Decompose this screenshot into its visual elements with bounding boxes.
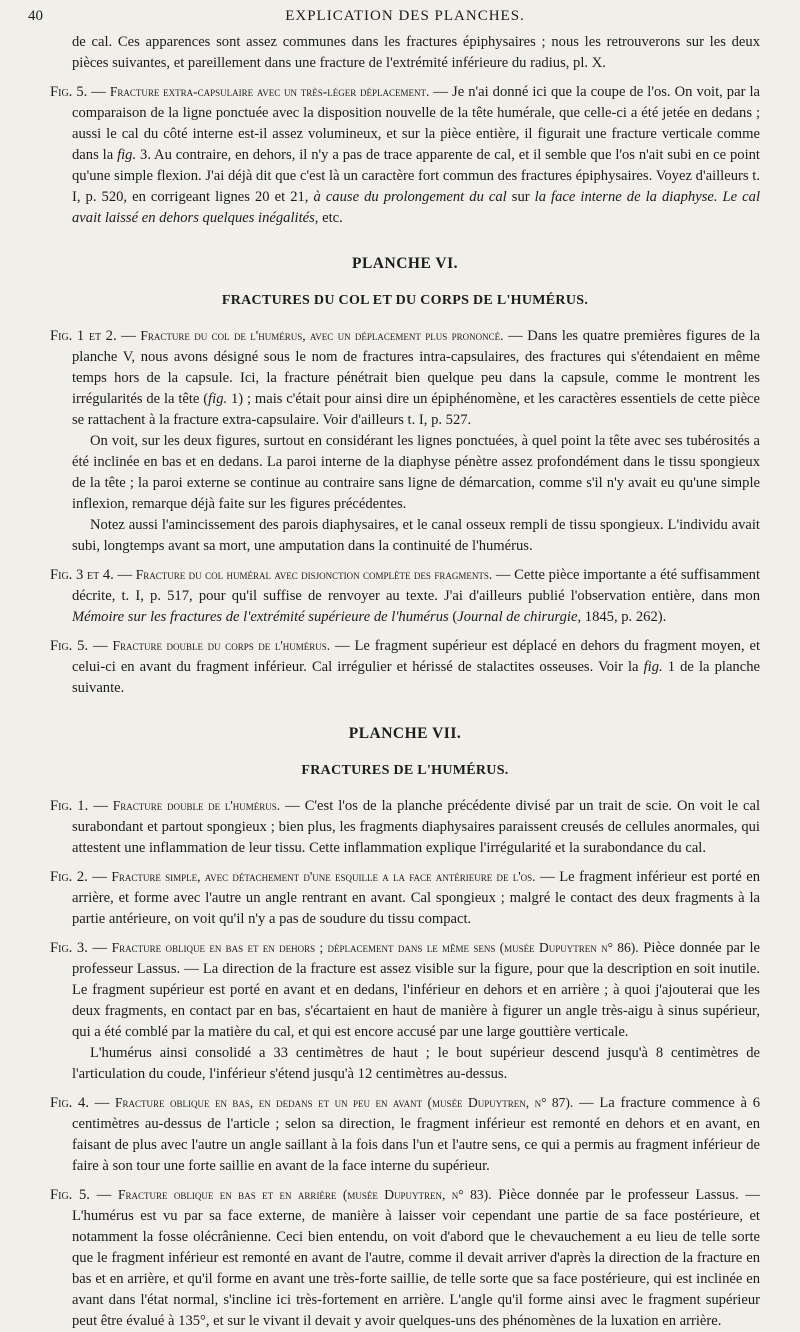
fig-text: , 1845, p. 262).: [577, 609, 667, 625]
plate6-fig12-entry: Fig. 1 et 2. — Fracture du col de l'humérus, avec un déplacement plus prononcé. — Dans les quatre premières figures de la planche V, nous avons désigné sous le nom de fractures intra-capsulaires, des fractures qui s'étendaient en même temps hors de la capsule. Ici, la fracture pénétrait bien quelque peu dans la capsule, comme le montrent les irrégularités de la tête (fig. 1) ; mais c'était pour ainsi dire un épiphénomène, et les caractères essentiels de cette pièce se rattachent à la fracture extra-capsulaire. Voir d'ailleurs t. I, p. 527.: [50, 328, 760, 428]
fig-title: Fracture double de l'humérus.: [112, 798, 281, 813]
plate7-fig1-entry: Fig. 1. — Fracture double de l'humérus. — C'est l'os de la planche précédente divisé par un trait de scie. On voit le cal surabondant et partout spongieux ; bien plus, les fragments diaphysaires paraissent creusés de cellules anormales, qui attestent une inflammation de leur tissu. Cette inflammation explique l'irrégularité et la surabondance du cal.: [50, 798, 761, 856]
fig-text: C'est l'os de la planche précédente divisé par un trait de scie. On voit le cal surabondant et partout spongieux ; bien plus, les fragments diaphysaires paraissent creusés de cellules anormales, qui attestent une inflammation de leur tissu. Cette inflammation explique l'irrégularité et la surabondance du cal.: [72, 798, 761, 856]
fig-text: Je n'ai donné ici que la coupe de l'os. On voit, par la comparaison de la ligne ponctuée avec la disposition nouvelle de la tête humérale, que celle-ci a été jetée en dedans ; aussi le cal du côté interne est-il assez volumineux, et sur la pièce entière, il figurait une fracture verticale comme dans la: [72, 84, 760, 163]
fig-ref: fig.: [208, 391, 228, 407]
fig-title: Fracture oblique en bas, en dedans et un peu en avant (musée Dupuytren, n° 87).: [115, 1095, 574, 1110]
page-number: 40: [28, 8, 43, 24]
fig-text: Pièce donnée par le professeur Lassus. — La direction de la fracture est assez visible sur la figure, pour que la description en soit inutile. Le fragment supérieur est porté en avant et en dedans, l'inférieur en dehors et en arrière ; à quoi j'ajouterai que les deux fragments, en contact par en bas, s'écartaient en haut de manière à figurer un angle très-aigu à sinus supérieur, qui a été comblé par la matière du cal, et qui est encore accusé par une large gouttière verticale.: [72, 940, 761, 1040]
fig-label: Fig. 1 et 2.: [50, 328, 117, 344]
fig-text: 1) ; mais c'était pour ainsi dire un épiphénomène, et les caractères essentiels de cette pièce se rattachent à la fracture extra-capsulaire. Voir d'ailleurs t. I, p. 527.: [72, 391, 760, 428]
plate7-fig3-para2: L'humérus ainsi consolidé a 33 centimètres de haut ; le bout supérieur descend jusqu'à 8 centimètres de l'articulation du coude, l'inférieur s'étend jusqu'à 12 centimètres au-dessus.: [72, 1045, 760, 1082]
fig-italic: la face interne de la diaphyse. Le cal avait laissé en dehors quelques inégalités,: [72, 189, 760, 226]
fig-text: etc.: [322, 210, 343, 226]
fig-italic: Journal de chirurgie: [457, 609, 578, 625]
fig-label: Fig. 5.: [50, 638, 89, 654]
fig-label: Fig. 3.: [50, 940, 88, 956]
fig-text: 3. Au contraire, en dehors, il n'y a pas de trace apparente de cal, et il semble que l'os n'ait subi en ce point qu'une simple flexion. J'ai déjà dit que c'est là un caractère fort commun des fractures épiphysaires. Voyez d'ailleurs t. I, p. 520, en corrigeant lignes 20 et 21,: [72, 147, 760, 205]
plate7-fig3-entry: Fig. 3. — Fracture oblique en bas et en dehors ; déplacement dans le même sens (musée Dupuytren n° 86). Pièce donnée par le professeur Lassus. — La direction de la fracture est assez visible sur la figure, pour que la description en soit inutile. Le fragment supérieur est porté en avant et en dedans, l'inférieur en dehors et en arrière ; à quoi j'ajouterai que les deux fragments, en contact par en bas, s'écartaient en haut de manière à figurer un angle très-aigu à sinus supérieur, qui a été comblé par la matière du cal, et qui est encore accusé par une large gouttière verticale.: [50, 940, 761, 1040]
plate7-subheading: FRACTURES DE L'HUMÉRUS.: [301, 763, 509, 778]
fig5-prev-entry: Fig. 5. — Fracture extra-capsulaire avec un très-léger déplacement. — Je n'ai donné ici que la coupe de l'os. On voit, par la comparaison de la ligne ponctuée avec la disposition nouvelle de la tête humérale, que celle-ci a été jetée en dedans ; aussi le cal du côté interne est-il assez volumineux, et sur la pièce entière, il figurait une fracture verticale comme dans la fig. 3. Au contraire, en dehors, il n'y a pas de trace apparente de cal, et il semble que l'os n'ait subi en ce point qu'une simple flexion. J'ai déjà dit que c'est là un caractère fort commun des fractures épiphysaires. Voyez d'ailleurs t. I, p. 520, en corrigeant lignes 20 et 21, à cause du prolongement du cal sur la face interne de la diaphyse. Le cal avait laissé en dehors quelques inégalités, etc.: [50, 84, 760, 226]
fig-text: sur: [511, 189, 530, 205]
fig-text: Pièce donnée par le professeur Lassus. — L'humérus est vu par sa face externe, de manière à laisser voir cependant une partie de sa face postérieure, et notamment la fosse olécrânienne. Ceci bien entendu, on voit d'abord que le chevauchement a eu lieu de telle sorte que le fragment inférieur est remonté en avant de l'autre, comme il devait arriver d'après la direction de la fracture en bas et en arrière, et qu'il forme en avant une très-forte saillie, de telle sorte que sa face postérieure, qui est inclinée en avant dans l'état normal, s'incline ici très-fortement en arrière. L'angle qu'il forme ainsi avec le fragment supérieur peut être évalué à 135°, et sur le vivant il devait y avoir quelques-uns des phénomènes de la luxation en arrière.: [72, 1187, 761, 1329]
fig-ref: fig.: [117, 147, 137, 163]
fig-title: Fracture du col de l'humérus, avec un déplacement plus prononcé.: [140, 328, 504, 343]
fig-italic: Mémoire sur les fractures de l'extrémité supérieure de l'humérus: [72, 609, 449, 625]
plate6-fig12-para3: Notez aussi l'amincissement des parois diaphysaires, et le canal osseux rempli de tissu spongieux. L'individu avait subi, longtemps avant sa mort, une amputation dans la continuité de l'humérus.: [72, 517, 760, 554]
plate7-heading: PLANCHE VII.: [348, 725, 462, 742]
plate6-fig34-entry: Fig. 3 et 4. — Fracture du col huméral avec disjonction complète des fragments. — Cette pièce importante a été suffisamment décrite, t. I, p. 517, pour qu'il suffise de renvoyer au texte. J'ai d'ailleurs publié l'observation entière, dans mon Mémoire sur les fractures de l'extrémité supérieure de l'humérus (Journal de chirurgie, 1845, p. 262).: [50, 567, 761, 625]
plate6-subheading: FRACTURES DU COL ET DU CORPS DE L'HUMÉRUS.: [221, 293, 589, 308]
plate6-heading: PLANCHE VI.: [352, 255, 458, 272]
fig-label: Fig. 5.: [50, 84, 88, 100]
intro-paragraph: de cal. Ces apparences sont assez communes dans les fractures épiphysaires ; nous les retrouverons sur les deux pièces suivantes, et pareillement dans une fracture de l'extrémité inférieure du radius, pl. X.: [72, 34, 760, 71]
fig-label: Fig. 2.: [50, 869, 88, 885]
fig-title: Fracture oblique en bas et en dehors ; déplacement dans le même sens (musée Dupuytren n° 86).: [111, 940, 639, 955]
fig-text: 1 de la planche suivante.: [72, 659, 760, 696]
fig-label: Fig. 1.: [50, 798, 89, 814]
running-title: EXPLICATION DES PLANCHES.: [285, 8, 525, 24]
fig-text: Dans les quatre premières figures de la planche V, nous avons désigné sous le nom de fractures intra-capsulaires, des fractures qui s'étendaient en même temps hors de la capsule. Ici, la fracture pénétrait bien quelque peu dans la capsule, comme le montrent les irrégularités de la tête (: [72, 328, 760, 407]
fig-ref: fig.: [643, 659, 663, 675]
fig-title: Fracture oblique en bas et en arrière (musée Dupuytren, n° 83).: [117, 1187, 492, 1202]
fig-title: Fracture simple, avec détachement d'une esquille a la face antérieure de l'os.: [111, 869, 536, 884]
fig-text: (: [452, 609, 458, 625]
plate7-fig2-entry: Fig. 2. — Fracture simple, avec détachement d'une esquille a la face antérieure de l'os. — Le fragment inférieur est porté en arrière, et forme avec l'autre un angle rentrant en avant. Cal spongieux ; malgré le contact des deux fragments à la partie antérieure, on voit qu'il n'y a pas de soudure du tissu compact.: [50, 869, 761, 927]
plate6-fig12-para2: On voit, sur les deux figures, surtout en considérant les lignes ponctuées, à quel point la tête avec ses tubérosités a été inclinée en bas et en dedans. La paroi interne de la diaphyse pénètre assez profondément dans le tissu spongieux de la tête ; la paroi externe se continue au contraire sans ligne de démarcation, comme s'il n'y avait eu qu'une simple inflexion, remarque déjà faite sur les figures précédentes.: [72, 433, 760, 512]
fig-text: Le fragment inférieur est porté en arrière, et forme avec l'autre un angle rentrant en avant. Cal spongieux ; malgré le contact des deux fragments à la partie antérieure, on voit qu'il n'y a pas de soudure du tissu compact.: [72, 869, 761, 927]
plate6-fig5-entry: Fig. 5. — Fracture double du corps de l'humérus. — Le fragment supérieur est déplacé en dehors du fragment moyen, et celui-ci en avant du fragment inférieur. Cal irrégulier et hérissé de stalactites osseuses. Voir la fig. 1 de la planche suivante.: [50, 638, 761, 696]
plate7-fig4-entry: Fig. 4. — Fracture oblique en bas, en dedans et un peu en avant (musée Dupuytren, n° 87). — La fracture commence à 6 centimètres au-dessus de l'article ; selon sa direction, le fragment inférieur est remonté en dehors et en avant, en faisant de plus avec l'autre un angle saillant à la fois dans l'un et l'autre sens, ce qui a permis au fragment inférieur de faire à son tour une forte saillie en avant de la face interne du supérieur.: [50, 1095, 760, 1174]
fig-text: Cette pièce importante a été suffisamment décrite, t. I, p. 517, pour qu'il suffise de renvoyer au texte. J'ai d'ailleurs publié l'observation entière, dans mon: [72, 567, 761, 604]
fig-label: Fig. 3 et 4.: [50, 567, 114, 583]
fig-italic: à cause du prolongement du cal: [313, 189, 507, 205]
fig-text: Le fragment supérieur est déplacé en dehors du fragment moyen, et celui-ci en avant du fragment inférieur. Cal irrégulier et hérissé de stalactites osseuses. Voir la: [72, 638, 761, 675]
fig-text: La fracture commence à 6 centimètres au-dessus de l'article ; selon sa direction, le fragment inférieur est remonté en dehors et en avant, en faisant de plus avec l'autre un angle saillant à la fois dans l'un et l'autre sens, ce qui a permis au fragment inférieur de faire à son tour une forte saillie en avant de la face interne du supérieur.: [72, 1095, 760, 1174]
fig-title: Fracture double du corps de l'humérus.: [112, 638, 331, 653]
fig-title: Fracture du col huméral avec disjonction complète des fragments.: [135, 567, 493, 582]
running-header: [28, 4, 760, 30]
fig-label: Fig. 4.: [50, 1095, 89, 1111]
fig-label: Fig. 5.: [50, 1187, 90, 1203]
plate7-fig5-entry: Fig. 5. — Fracture oblique en bas et en arrière (musée Dupuytren, n° 83). Pièce donnée par le professeur Lassus. — L'humérus est vu par sa face externe, de manière à laisser voir cependant une partie de sa face postérieure, et notamment la fosse olécrânienne. Ceci bien entendu, on voit d'abord que le chevauchement a eu lieu de telle sorte que le fragment inférieur est remonté en avant de l'autre, comme il devait arriver d'après la direction de la fracture en bas et en arrière, et qu'il forme en avant une très-forte saillie, de telle sorte que sa face postérieure, qui est inclinée en avant dans l'état normal, s'incline ici très-fortement en arrière. L'angle qu'il forme ainsi avec le fragment supérieur peut être évalué à 135°, et sur le vivant il devait y avoir quelques-uns des phénomènes de la luxation en arrière.: [50, 1187, 761, 1329]
fig-title: Fracture extra-capsulaire avec un très-léger déplacement.: [109, 84, 430, 99]
